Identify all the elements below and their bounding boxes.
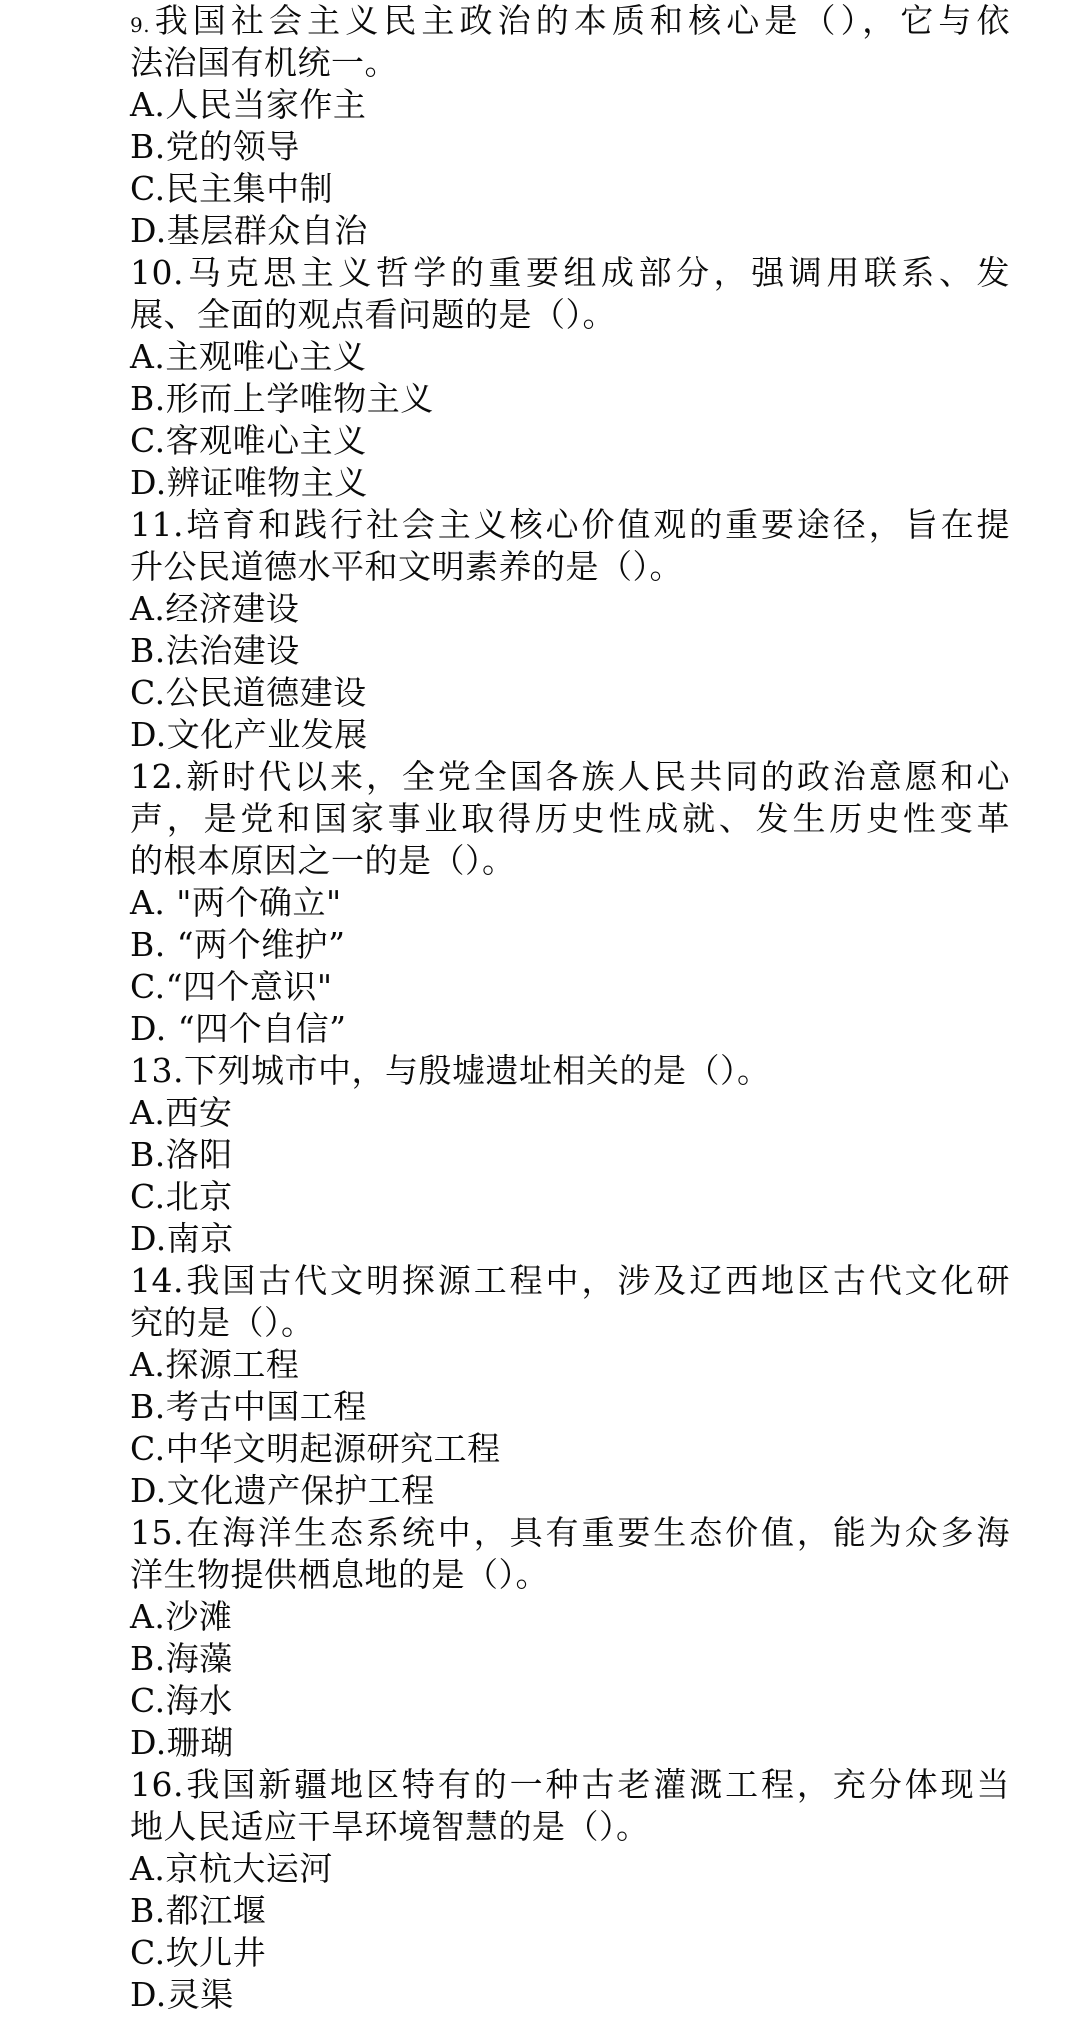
question-stem-line: 究的是（）。 (130, 1303, 315, 1342)
option-c: C.坎儿井 (130, 1933, 267, 1972)
question-block (130, 1764, 1010, 2016)
option-b: B. “两个维护” (130, 925, 346, 964)
question-stem-line: 法治国有机统一。 (130, 43, 398, 82)
question-stem-line: 升公民道德水平和文明素养的是（）。 (130, 547, 683, 586)
option-a: A.西安 (130, 1093, 233, 1132)
question-stem-line: 的根本原因之一的是（）。 (130, 841, 516, 880)
question-block (130, 1512, 1010, 1764)
option-c: C.海水 (130, 1681, 233, 1720)
option-d: D. “四个自信” (130, 1009, 347, 1048)
question-document (130, 0, 1010, 2016)
option-d: D.文化遗产保护工程 (130, 1471, 435, 1510)
option-b: B.考古中国工程 (130, 1387, 367, 1426)
question-number: 11. (130, 505, 184, 544)
question-block (130, 0, 1010, 252)
option-b: B.海藻 (130, 1639, 233, 1678)
option-d: D.珊瑚 (130, 1723, 234, 1762)
question-stem-line: 声，是党和国家事业取得历史性成就、发生历史性变革 (130, 799, 1010, 838)
option-b: B.党的领导 (130, 127, 300, 166)
question-number: 15. (130, 1513, 184, 1552)
option-b: B.洛阳 (130, 1135, 233, 1174)
option-a: A.京杭大运河 (130, 1849, 333, 1888)
question-number: 10. (130, 253, 184, 292)
option-c: C.中华文明起源研究工程 (130, 1429, 501, 1468)
option-c: C.“四个意识" (130, 967, 333, 1006)
option-a: A.探源工程 (130, 1345, 300, 1384)
question-number: 9. (130, 13, 151, 37)
question-number: 16. (130, 1765, 184, 1804)
question-block (130, 504, 1010, 756)
question-stem-line: 13.下列城市中，与殷墟遗址相关的是（）。 (130, 1051, 771, 1090)
option-d: D.文化产业发展 (130, 715, 368, 754)
question-stem-line: 14.我国古代文明探源工程中，涉及辽西地区古代文化研 (130, 1261, 1010, 1300)
option-d: D.南京 (130, 1219, 234, 1258)
option-c: C.客观唯心主义 (130, 421, 367, 460)
question-stem-line: 15.在海洋生态系统中，具有重要生态价值，能为众多海 (130, 1513, 1010, 1552)
question-stem-line: 展、全面的观点看问题的是（）。 (130, 295, 616, 334)
question-block (130, 1050, 1010, 1260)
question-number: 13. (130, 1051, 184, 1090)
question-block (130, 252, 1010, 504)
option-a: A. "两个确立" (130, 883, 342, 922)
question-stem-line: 16.我国新疆地区特有的一种古老灌溉工程，充分体现当 (130, 1765, 1010, 1804)
question-number: 12. (130, 757, 184, 796)
option-b: B.法治建设 (130, 631, 300, 670)
option-a: A.人民当家作主 (130, 85, 367, 124)
option-c: C.北京 (130, 1177, 233, 1216)
option-b: B.都江堰 (130, 1891, 267, 1930)
option-a: A.主观唯心主义 (130, 337, 367, 376)
option-d: D.辨证唯物主义 (130, 463, 368, 502)
option-d: D.基层群众自治 (130, 211, 368, 250)
option-c: C.民主集中制 (130, 169, 334, 208)
question-block (130, 1260, 1010, 1512)
question-stem-line: 11.培育和践行社会主义核心价值观的重要途径，旨在提 (130, 505, 1010, 544)
question-stem-line: 地人民适应干旱环境智慧的是（）。 (130, 1807, 650, 1846)
question-stem-line: 9.我国社会主义民主政治的本质和核心是（），它与依 (130, 1, 1010, 40)
question-number: 14. (130, 1261, 184, 1300)
option-a: A.沙滩 (130, 1597, 233, 1636)
question-stem-line: 10.马克思主义哲学的重要组成部分，强调用联系、发 (130, 253, 1010, 292)
option-b: B.形而上学唯物主义 (130, 379, 434, 418)
question-stem-line: 12.新时代以来，全党全国各族人民共同的政治意愿和心 (130, 757, 1010, 796)
option-a: A.经济建设 (130, 589, 300, 628)
option-c: C.公民道德建设 (130, 673, 367, 712)
option-d: D.灵渠 (130, 1975, 234, 2014)
question-block (130, 756, 1010, 1050)
question-stem-line: 洋生物提供栖息地的是（）。 (130, 1555, 549, 1594)
